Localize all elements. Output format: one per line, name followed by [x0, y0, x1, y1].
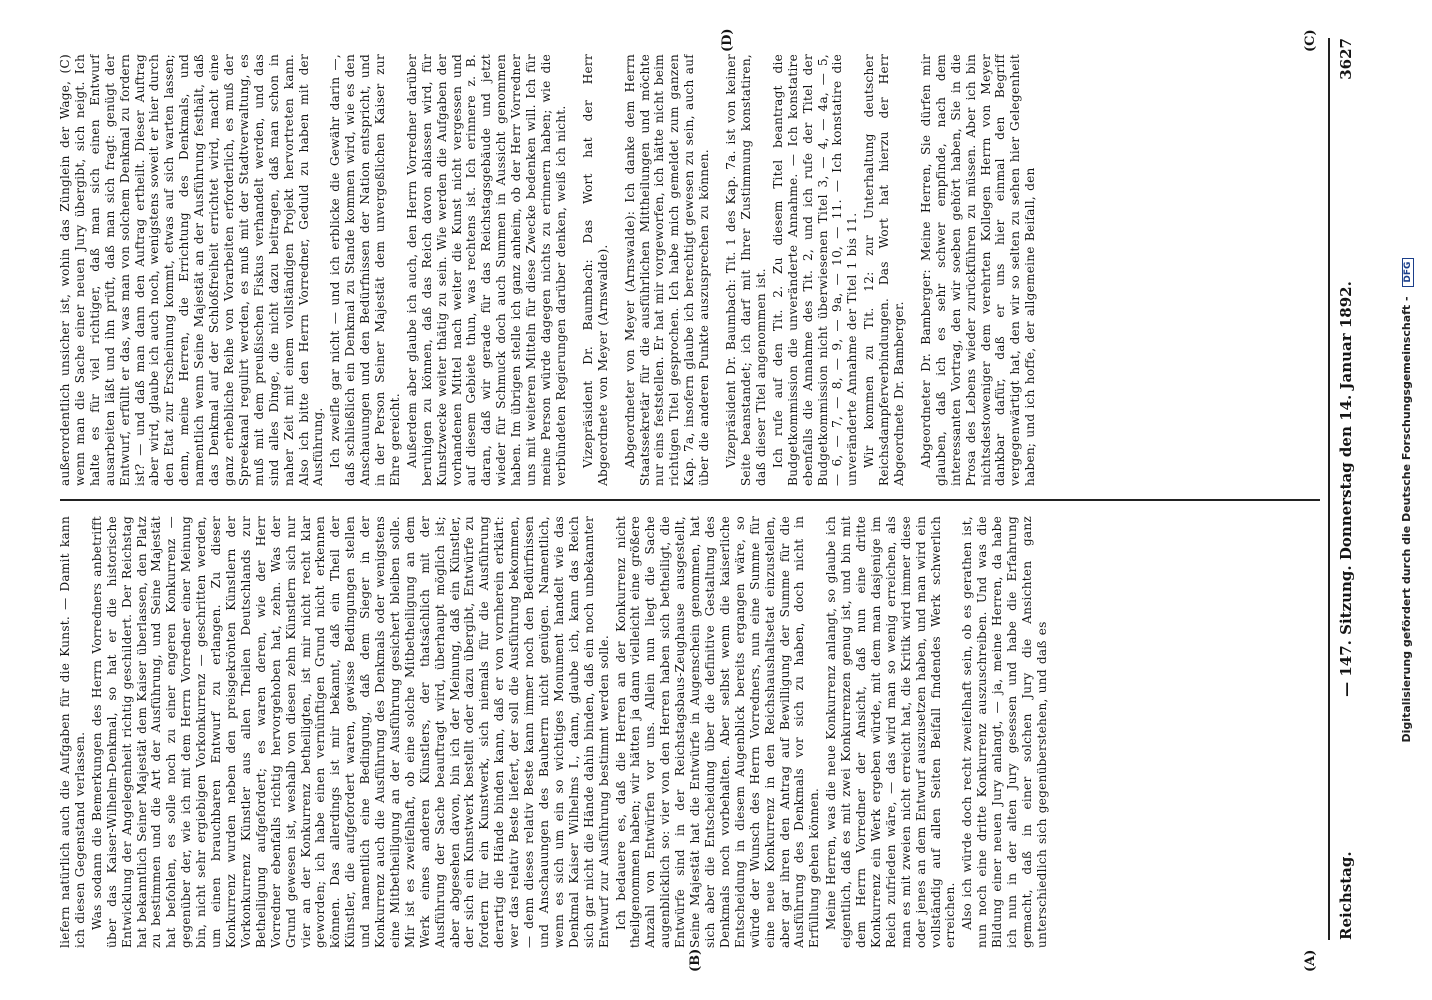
speaker-paragraph: Vizepräsident Dr. Baumbach: Tit. 1 des Kap. 7a. ist von keiner Seite beanstandet; ich darf mit Ihrer Zustimmung konstatiren, daß dieser Titel angenommen ist.	[724, 54, 768, 486]
paragraph: Ich zweifle gar nicht — und ich erblicke die Gewähr darin —, daß schließlich ein Denkmal zu Stande kommen wird, wie es den Anschauungen und den Bedürfnissen der Nation entspricht, und in der Person Seiner Majestät dem unvergeßlichen Kaiser zur Ehre gereicht.	[328, 54, 402, 486]
column-divider	[60, 499, 1320, 501]
paragraph: Außerdem aber glaube ich auch, den Herrn Vorredner darüber beruhigen zu können, daß das Reich davon ablassen wird, für Kunstzwecke weiter thätig zu sein. Wie werden die Aufgaben der vorhandenen Mittel nach weiter die Kunst nicht vergessen und auf diesem Gebiete thun, was rechtens ist. Ich erinnere z. B. daran, daß wir gerade für das Reichstagsgebäude und jetzt wieder für Schmuck doch auch Summen in Aussicht genommen haben. Im übrigen stelle ich ganz anheim, ob der Herr Vorredner uns mit weiteren Mitteln für diese Zwecke bedenken will. Ich für meine Person würde dagegen nichts zu erinnern haben; wie die verbündeten Regierungen darüber denken, weiß ich nicht.	[404, 54, 568, 486]
header-center: — 147. Sitzung. Donnerstag den 14. Januar 1892.	[1337, 281, 1355, 697]
speaker-paragraph: Abgeordneter von Meyer (Arnswalde): Ich danke dem Herrn Staatssekretär für die ausführlichen Mittheilungen und möchte nur eins feststellen. Er hat mir vorgeworfen, ich hätte nicht beim richtigen Titel gesprochen. Ich habe mich gemeldet zum ganzen Kap. 7a, insofern glaube ich berechtigt gewesen zu sein, auch auf über die anderen Punkte auszusprechen zu können.	[622, 54, 712, 486]
paragraph: liefern natürlich auch die Aufgaben für die Kunst. — Damit kann ich diesen Gegenstand verlassen.	[58, 516, 87, 948]
paragraph: außerordentlich unsicher ist, wohin das Zünglein der Wage, (C) wenn man die Sache einer neuen Jury übergibt, sich neigt. Ich halte es für viel richtiger, daß man sich einen Entwurf ausarbeiten läßt und ihn prüft, daß man sich fragt: genügt der Entwurf, erfüllt er das, was man von solchem Denkmal zu fordern ist? — und daß man dann den Auftrag ertheilt. Dieser Auftrag aber wird, glaube ich auch noch, wenigstens soweit er hier durch den Etat zur Erscheinung kommt, etwas auf sich warten lassen; denn, meine Herren, die Errichtung des Denkmals, und namentlich wenn Seine Majestät an der Ausführung festhält, daß das Denkmal auf der Schloßfreiheit errichtet wird, macht eine ganz erhebliche Reihe von Vorarbeiten erforderlich, es muß der Spreekanal regulirt werden, es muß mit der Stadtverwaltung, es muß mit dem preußischen Fiskus verhandelt werden, und das sind alles Dinge, die nicht dazu beitragen, daß man schon in naher Zeit mit einem vollständigen Projekt hervortreten kann. Also ich bitte den Herrn Vorredner, Geduld zu haben mit der Ausführung.	[58, 54, 326, 486]
margin-marker-c: (C)	[1303, 29, 1318, 52]
speaker-paragraph: Abgeordneter Dr. Bamberger: Meine Herren, Sie dürfen mir glauben, daß ich es sehr schwer empfinde, nach dem interessanten Vortrag, den wir soeben gehört haben, Sie in die Prosa des Lebens wieder zurückführen zu müssen. Aber ich bin nichtsdestoweniger dem verehrten Kollegen Herrn von Meyer dankbar dafür, daß er uns hier einmal den Begriff vergegenwärtigt hat, den wir so selten zu sehen hier Gelegenheit haben; und ich hoffe, der allgemeine Beifall, den	[918, 54, 1038, 486]
left-column	[58, 516, 1318, 948]
paragraph: Wir kommen zu Tit. 12: zur Unterhaltung deutscher Reichsdampferverbindungen. Das Wort hat hierzu der Herr Abgeordnete Dr. Bamberger.	[862, 54, 907, 486]
margin-marker-a: (A)	[1303, 949, 1318, 972]
right-column	[58, 54, 1318, 486]
header-rule	[1328, 38, 1330, 940]
digitization-footer	[1400, 0, 1414, 1000]
paragraph: Meine Herren, was die neue Konkurrenz anlangt, so glaube ich eigentlich, daß es mit zwei Konkurrenzen genug ist, und bin mit dem Herrn Vorredner der Ansicht, daß nun eine dritte Konkurrenz ein Werk ergeben würde, mit dem man dasjenige im Reich zufrieden wäre, — das wird man so wenig erreichen, als man es mit zweien nicht erreicht hat, die Kritik wird immer diese oder jenes an dem Entwurf auszusetzen haben, und man wird ein vollständig auf allen Seiten Beifall findendes Werk schwerlich erreichen.	[824, 516, 958, 948]
page-header	[1337, 38, 1367, 940]
paragraph: Was sodann die Bemerkungen des Herrn Vorredners anbetrifft über das Kaiser-Wilhelm-Denkmal, so hat er die historische Entwicklung der Angelegenheit richtig geschildert. Der Reichstag hat bekanntlich Seiner Majestät dem Kaiser überlassen, den Platz zu bestimmen und die Art der Ausführung, und Seine Majestät hat befohlen, es solle noch zu einer engeren Konkurrenz — gegenüber der, wie ich mit dem Herrn Vorredner einer Meinung bin, nicht sehr ergiebigen Vorkonkurrenz — geschritten werden, um einen brauchbaren Entwurf zu erlangen. Zu dieser Konkurrenz wurden neben den preisgekrönten Künstlern der Vorkonkurrenz Künstler aus allen Theilen Deutschlands zur Betheiligung aufgefordert; es waren deren, wie der Herr Vorredner ebenfalls richtig hervorgehoben hat, zehn. Was der Grund gewesen ist, weshalb von diesen zehn Künstlern sich nur vier an der Konkurrenz betheiligten, ist mir nicht recht klar geworden; ich habe einen vernünftigen Grund nicht erkennen können. Das allerdings ist mir bekannt, daß ein Theil der Künstler, die aufgefordert waren, gewisse Bedingungen stellen und namentlich eine Bedingung, daß dem Sieger in der Konkurrenz auch die Ausführung des Denkmals oder wenigstens eine Mitbetheiligung an der Ausführung gesichert bleiben solle. Mir ist es zweifelhaft, ob eine solche Mitbetheiligung an dem Werk eines anderen Künstlers, der thatsächlich mit der Ausführung der Sache beauftragt wird, überhaupt möglich ist; aber abgesehen davon, bin ich der Meinung, daß ein Künstler, der sich ein Kunstwerk bestellt oder dazu übergibt, Entwürfe zu fordern für ein Kunstwerk, sich niemals für die Ausführung derartig die Hände binden kann, daß er von vornherein erklärt: wer das relativ Beste liefert, der soll die Ausführung bekommen, — denn dieses relativ Beste kann immer noch den Bedürfnissen und Anschauungen des Bauherrn nicht genügen. Namentlich, wenn es sich um ein so wichtiges Monument handelt wie das Denkmal Kaiser Wilhelms I., dann, glaube ich, kann das Reich sich gar nicht die Hände dahin binden, daß ein noch unbekannter Entwurf zur Ausführung bestimmt werden solle.	[89, 516, 611, 948]
paragraph: Ich rufe auf den Tit. 2. Zu diesem Titel beantragt die Budgetkommission die unveränderte Annahme. — Ich konstatire ebenfalls die Annahme des Tit. 2, und ich rufe der Titel der Budgetkommission nicht überwiesenen Titel 3, — 4, — 4a, — 5, — 6, — 7, — 8, — 9, — 9a, — 10, — 11. — Ich konstatire die unveränderte Annahme der Titel 1 bis 11.	[770, 54, 860, 486]
paragraph: Also ich würde doch recht zweifelhaft sein, ob es gerathen ist, nun noch eine dritte Konkurrenz auszuschreiben. Und was die Bildung einer neuen Jury anlangt, — ja, meine Herren, da habe ich nun in der alten Jury gesessen und habe die Erfahrung gemacht, daß in einer solchen Jury die Ansichten ganz unterschiedlich sich gegenüberstehen, und daß es	[960, 516, 1049, 948]
margin-marker-d: (D)	[720, 28, 735, 52]
margin-marker-b: (B)	[688, 948, 703, 972]
dfg-logo: DFG	[1402, 258, 1414, 287]
speaker-paragraph: Vizepräsident Dr. Baumbach: Das Wort hat der Herr Abgeordnete von Meyer (Arnswalde).	[580, 54, 610, 486]
header-left: Reichstag.	[1337, 851, 1355, 940]
page-number: 3627	[1337, 38, 1355, 80]
footer-text: Digitalisierung gefördert durch die Deutsche Forschungsgemeinschaft -	[1400, 296, 1413, 743]
paragraph: Ich bedauere es, daß die Herren an der Konkurrenz nicht theilgenommen haben; wir hätten ja dann vielleicht eine größere Anzahl von Entwürfen vor uns. Allein nun liegt die Sache augenblicklich so: vier von den Herren haben sich betheiligt, die Entwürfe sind in der Reichstagsbaus-Zeughause ausgestellt, Seine Majestät hat die Entwürfe in Augenschein genommen, hat sich aber die Entscheidung über die definitive Gestaltung des Denkmals noch vorbehalten. Aber selbst wenn die kaiserliche Entscheidung in diesem Augenblick bereits ergangen wäre, so würde der Wunsch des Herrn Vorredners, nun eine Summe für eine neue Konkurrenz in den Reichshaushaltsetat einzustellen, aber gar ihren den Antrag auf Bewilligung der Summe für die Ausführung des Denkmals vor sich zu haben, doch nicht in Erfüllung gehen können.	[613, 516, 822, 948]
